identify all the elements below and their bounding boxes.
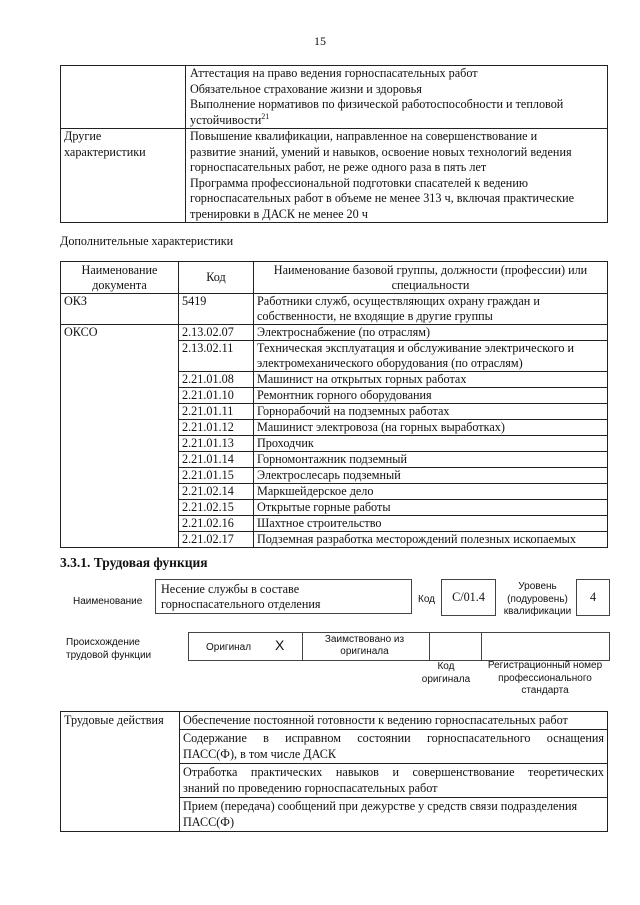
label-line: квалификации (503, 606, 572, 617)
origin-box (188, 632, 610, 661)
borrowed-label (307, 634, 422, 658)
text-line: тренировки в ДАСК не менее 20 ч (190, 206, 368, 221)
label-line: стандарта (521, 685, 569, 696)
labor-actions-table (60, 711, 608, 832)
header-document (61, 262, 179, 294)
table-row (61, 66, 608, 129)
okso-code: 2.21.01.08 (179, 372, 254, 388)
row-label-other (61, 129, 186, 223)
origin-label (66, 636, 151, 662)
okso-name: Электрослесарь подземный (254, 468, 608, 484)
okz-doc: ОКЗ (61, 294, 179, 325)
okso-name: Шахтное строительство (254, 516, 608, 532)
function-name-label: Наименование (73, 596, 143, 607)
characteristics-table (60, 65, 608, 223)
okz-code: 5419 (179, 294, 254, 325)
header-line: Наименование базовой группы, должности (профессии) или (273, 263, 588, 277)
text-line: Отработка практических навыков и совершенствование теоретических (183, 764, 604, 779)
table-row (61, 294, 608, 325)
label-line: оригинала (421, 673, 471, 685)
level-label (500, 581, 575, 619)
action-item: Обеспечение постоянной готовности к ведению горноспасательных работ (180, 712, 608, 730)
other-characteristics-cell (186, 129, 608, 223)
row-label-empty (61, 66, 186, 129)
label-line: характеристики (64, 144, 146, 159)
okso-code: 2.21.02.15 (179, 500, 254, 516)
text-line: ПАСС(Ф) (183, 815, 234, 829)
divider (481, 633, 482, 660)
okso-code: 2.13.02.07 (179, 325, 254, 341)
text-line: Содержание в исправном состоянии горноспасательного оснащения (183, 730, 604, 745)
divider (429, 633, 430, 660)
text-line: Выполнение нормативов по физической работоспособности и тепловой (190, 97, 564, 111)
text-line: Работники служб, осуществляющих охрану граждан и (257, 294, 540, 308)
text-line: собственности, не входящие в другие группы (257, 309, 493, 323)
text-line: горноспасательных работ, не реже одного раза в пять лет (190, 160, 487, 174)
header-line: специальности (391, 277, 470, 292)
label-line: Происхождение (66, 637, 140, 648)
action-item (180, 797, 608, 831)
okso-code: 2.21.01.15 (179, 468, 254, 484)
okso-name: Подземная разработка месторождений полезных ископаемых (254, 532, 608, 548)
label-line: Другие (64, 129, 102, 143)
section-title: 3.3.1. Трудовая функция (60, 555, 208, 570)
additional-heading: Дополнительные характеристики (60, 234, 234, 248)
label-line: Код (437, 661, 455, 672)
okso-name (254, 341, 608, 372)
label-line: трудовой функции (66, 650, 152, 661)
divider (302, 633, 303, 660)
text-line: знаний по проведению горноспасательных работ (183, 781, 438, 795)
text-line: Программа профессиональной подготовки спасателей к ведению (190, 175, 528, 190)
requirements-cell (186, 66, 608, 129)
okso-name: Горнорабочий на подземных работах (254, 404, 608, 420)
okz-name (254, 294, 608, 325)
text-line: горноспасательных работ в объеме не менее 313 ч, включая практические (190, 191, 575, 205)
code-value-box: C/01.4 (441, 579, 496, 616)
table-row (61, 712, 608, 730)
page-number: 15 (314, 34, 326, 48)
text-line: Аттестация на право ведения горноспасательных работ (190, 66, 478, 80)
okso-code: 2.21.02.17 (179, 532, 254, 548)
okso-code: 2.13.02.11 (179, 341, 254, 372)
text-line: Несение службы в составе (161, 582, 300, 596)
table-row (61, 129, 608, 223)
label-line: Уровень (518, 581, 557, 592)
code-original-caption (420, 661, 472, 686)
reg-number-caption (480, 660, 610, 698)
label-line: (подуровень) (507, 593, 568, 605)
okso-code: 2.21.02.16 (179, 516, 254, 532)
label-line: профессионального (498, 672, 592, 684)
function-name-box (155, 579, 412, 614)
okso-name: Машинист электровоза (на горных выработках) (254, 420, 608, 436)
code-label: Код (418, 594, 436, 605)
okso-name: Ремонтник горного оборудования (254, 388, 608, 404)
text-line: развитие знаний, умений и навыков, освоение новых технологий ведения (190, 144, 572, 159)
text-line: ПАСС(Ф), в том числе ДАСК (183, 747, 337, 761)
header-line: Наименование (81, 263, 158, 277)
text-line: горноспасательного отделения (161, 597, 321, 611)
okso-name: Маркшейдерское дело (254, 484, 608, 500)
original-mark: X (275, 637, 285, 653)
okso-name: Горномонтажник подземный (254, 452, 608, 468)
text-line: Обязательное страхование жизни и здоровья (190, 81, 422, 96)
label-line: Заимствовано из (324, 634, 405, 645)
header-name (254, 262, 608, 294)
okso-code: 2.21.01.12 (179, 420, 254, 436)
action-item (180, 763, 608, 797)
label-line: Регистрационный номер (487, 660, 603, 671)
action-item (180, 729, 608, 763)
table-row (61, 325, 608, 341)
okso-name: Электроснабжение (по отраслям) (254, 325, 608, 341)
okso-code: 2.21.01.10 (179, 388, 254, 404)
okso-name: Проходчик (254, 436, 608, 452)
additional-characteristics-table (60, 261, 608, 548)
text-fragment: устойчивости (190, 112, 262, 127)
text-line: электромеханического оборудования (по отраслям) (257, 356, 523, 370)
text-line: Повышение квалификации, направленное на совершенствование и (190, 129, 538, 143)
header-line: документа (92, 277, 147, 292)
okso-code: 2.21.01.11 (179, 404, 254, 420)
header-code: Код (179, 262, 254, 294)
text-line (190, 113, 604, 129)
text-line: Техническая эксплуатация и обслуживание электрического и (257, 341, 574, 355)
okso-name: Открытые горные работы (254, 500, 608, 516)
labor-actions-label: Трудовые действия (61, 712, 180, 832)
original-label: Оригинал (206, 642, 252, 653)
okso-code: 2.21.01.14 (179, 452, 254, 468)
okso-name: Машинист на открытых горных работах (254, 372, 608, 388)
okso-code: 2.21.02.14 (179, 484, 254, 500)
footnote-marker: 21 (261, 111, 270, 121)
text-line: Прием (передача) сообщений при дежурстве у средств связи подразделения (183, 798, 578, 813)
level-value-box: 4 (576, 579, 610, 616)
okso-code: 2.21.01.13 (179, 436, 254, 452)
table-header-row (61, 262, 608, 294)
label-line: оригинала (340, 646, 389, 657)
okso-doc: ОКСО (61, 325, 179, 548)
